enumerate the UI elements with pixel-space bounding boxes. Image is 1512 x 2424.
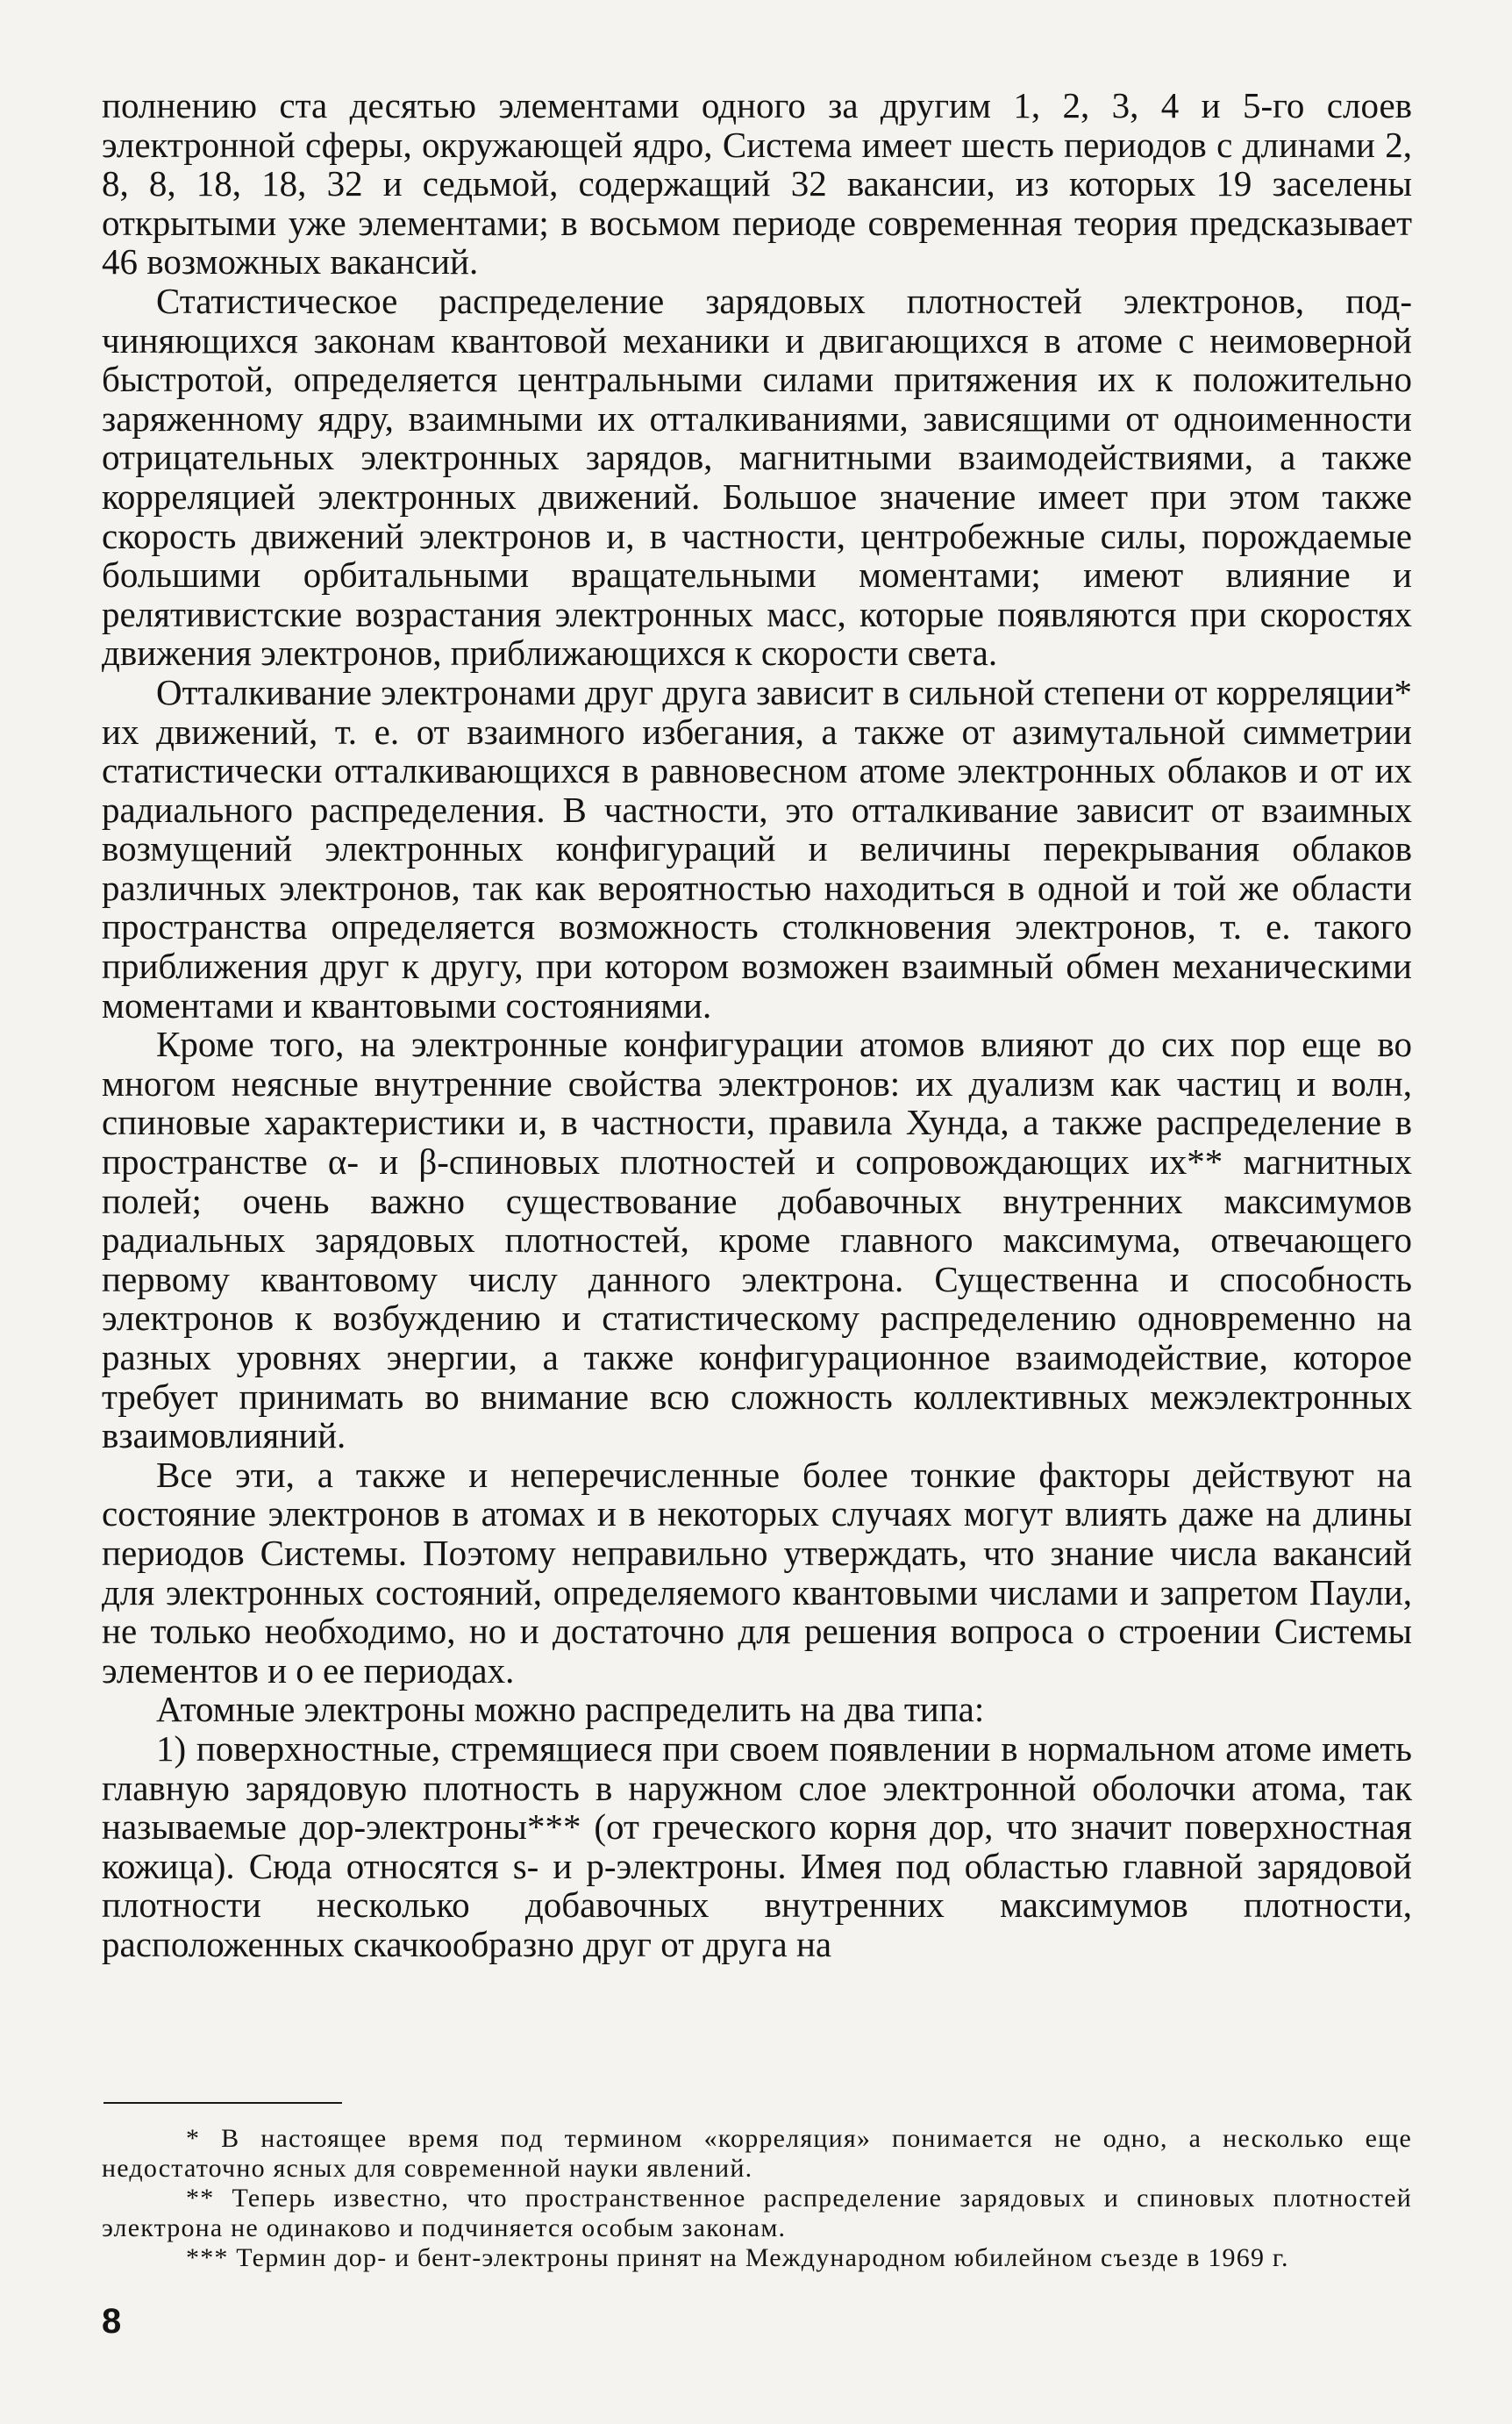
paragraph-charge-density: Статистическое распределение зарядовых плотностей электронов, подчиняющихся законам квантовой механики и двигающихся в атоме с неимоверной быстротой, определяется центральными силами притяжения их к положительно заряженному ядру, взаимными их отталкиваниями, зависящими от одноименности отрицательных электронных зарядов, магнитными взаимодействиями, а также корреляцией электронных движений. Большое значение имеет при этом также скорость движений электронов и, в частности, центробежные силы, порождаемые большими орбитальными вращательными моментами; имеют влияние и релятивистские возрастания электронных масс, которые появляются при скоростях движения электронов, приближающихся к скорости света. bbox=[102, 280, 1412, 674]
paragraph-electron-repulsion: Отталкивание электронами друг друга зависит в сильной степени от корреляции* их движений, т. е. от взаимного избегания, а также от азимутальной симметрии статистически отталкивающихся в равновесном атоме электронных облаков и от их радиального распределения. В частности, это отталкивание зависит от взаимных возмущений электронных конфигураций и величины перекрывания облаков различных электронов, так как вероятностью находиться в одной и той же области пространства определяется возможность столкновения электронов, т. е. такого приближения друг к другу, при котором возможен взаимный обмен механическими моментами и квантовыми состояниями. bbox=[102, 671, 1412, 1026]
paragraph-electron-types: Атомные электроны можно распределить на два типа: bbox=[156, 1689, 985, 1730]
page-number: 8 bbox=[102, 2302, 122, 2341]
footnote-2: ** Теперь известно, что пространственное распределение зарядовых и спиновых плотностей электрона не одинаково и подчиняется особым законам. bbox=[102, 2184, 1412, 2242]
footnote-separator bbox=[103, 2102, 342, 2104]
paragraph-continuation: полнению ста десятью элементами одного за другим 1, 2, 3, 4 и 5-го слоев электронной сферы, окружающей ядро, Система имеет шесть периодов с длинами 2, 8, 8, 18, 18, 32 и седьмой, содержащий 32 вакансии, из которых 19 заселены открытыми уже элементами; в восьмом периоде современная теория предсказывает 46 возможных вакансий. bbox=[102, 85, 1412, 282]
paragraph-factors: Все эти, а также и неперечисленные более тонкие факторы действуют на состояние электронов в атомах и в некоторых случаях могут влиять даже на длины периодов Системы. Поэтому неправильно утверждать, что знание числа вакансий для электронных состояний, определяемого квантовыми числами и запретом Паули, не только необходимо, но и достаточно для решения вопроса о строении Системы элементов и о ее периодах. bbox=[102, 1454, 1412, 1691]
footnotes bbox=[102, 2124, 1412, 2273]
body-text bbox=[102, 86, 1412, 1964]
footnote-1: * В настоящее время под термином «корреляция» понимается не одно, а несколько еще недостаточно ясных для современной науки явлений. bbox=[102, 2124, 1412, 2183]
list-item-surface-electrons: 1) поверхностные, стремящиеся при своем появлении в нормальном атоме иметь главную зарядовую плотность в наружном слое электронной оболочки атома, так называемые дор-электроны*** (от греческого корня дор, что значит поверхностная кожица). Сюда относятся s- и p-электроны. Имея под областью главной зарядовой плотности несколько добавочных внутренних максимумов плотности, расположенных скачкообразно друг от друга на bbox=[102, 1727, 1412, 1964]
paragraph-electron-properties: Кроме того, на электронные конфигурации атомов влияют до сих пор еще во многом неясные внутренние свойства электронов: их дуализм как частиц и волн, спиновые характеристики и, в частности, правила Хунда, а также распределение в пространстве α- и β-спиновых плотностей и сопровождающих их** магнитных полей; очень важно существование добавочных внутренних максимумов радиальных зарядовых плотностей, кроме главного максимума, отвечающего первому квантовому числу данного электрона. Существенна и способность электронов к возбуждению и статистическому распределению одновременно на разных уровнях энергии, а также конфигурационное взаимодействие, которое требует принимать во внимание всю сложность коллективных межэлектронных взаимовлияний. bbox=[102, 1024, 1412, 1456]
footnote-3: *** Термин дор- и бент-электроны принят на Международном юбилейном съезде в 1969 г. bbox=[186, 2243, 1289, 2272]
